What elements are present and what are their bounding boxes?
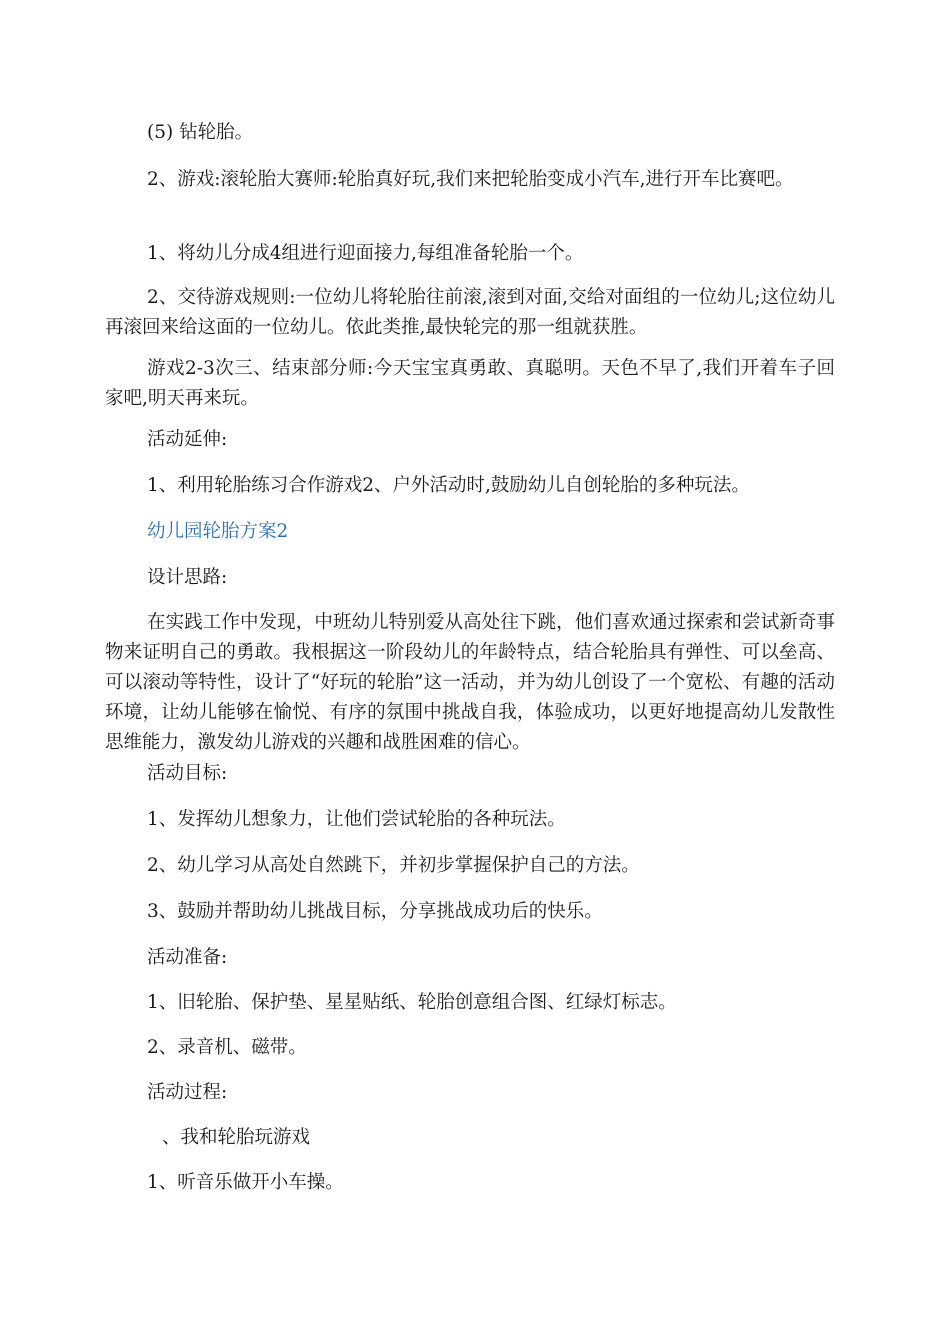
subheading: 活动目标: (147, 763, 228, 784)
subheading: 活动延伸: (147, 429, 228, 450)
subheading: 活动准备: (147, 947, 228, 968)
list-item: 1、发挥幼儿想象力，让他们尝试轮胎的各种玩法。 (147, 809, 566, 830)
paragraph: 2、游戏:滚轮胎大赛师:轮胎真好玩,我们来把轮胎变成小汽车,进行开车比赛吧。 (147, 169, 794, 190)
list-item: 1、旧轮胎、保护垫、星星贴纸、轮胎创意组合图、红绿灯标志。 (147, 992, 677, 1013)
paragraph: 2、交待游戏规则:一位幼儿将轮胎往前滚,滚到对面,交给对面组的一位幼儿;这位幼儿再滚回来给这面的一位幼儿。依此类推,最快轮完的那一组就获胜。 (105, 287, 835, 338)
list-item: 2、录音机、磁带。 (147, 1037, 307, 1058)
list-item: 1、听音乐做开小车操。 (147, 1172, 344, 1193)
paragraph: 在实践工作中发现，中班幼儿特别爱从高处往下跳，他们喜欢通过探索和尝试新奇事物来证明自己的勇敢。我根据这一阶段幼儿的年龄特点，结合轮胎具有弹性、可以垒高、可以滚动等特性，设计了“好玩的轮胎”这一活动，并为幼儿创设了一个宽松、有趣的活动环境，让幼儿能够在愉悦、有序的氛围中挑战自我，体验成功，以更好地提高幼儿发散性思维能力，激发幼儿游戏的兴趣和战胜困难的信心。 (105, 612, 835, 753)
paragraph: 游戏2-3次三、结束部分师:今天宝宝真勇敢、真聪明。天色不早了,我们开着车子回家吧,明天再来玩。 (105, 358, 835, 409)
list-item: (5) 钻轮胎。 (147, 122, 254, 143)
paragraph: 1、利用轮胎练习合作游戏2、户外活动时,鼓励幼儿自创轮胎的多种玩法。 (147, 475, 750, 496)
subheading: 设计思路: (147, 567, 228, 588)
paragraph: 1、将幼儿分成4组进行迎面接力,每组准备轮胎一个。 (147, 243, 584, 264)
subheading: 活动过程: (147, 1082, 228, 1103)
list-item: 、我和轮胎玩游戏 (162, 1127, 311, 1148)
list-item: 3、鼓励并帮助幼儿挑战目标，分享挑战成功后的快乐。 (147, 901, 603, 922)
list-item: 2、幼儿学习从高处自然跳下，并初步掌握保护自己的方法。 (147, 855, 640, 876)
section-title: 幼儿园轮胎方案2 (147, 521, 289, 542)
